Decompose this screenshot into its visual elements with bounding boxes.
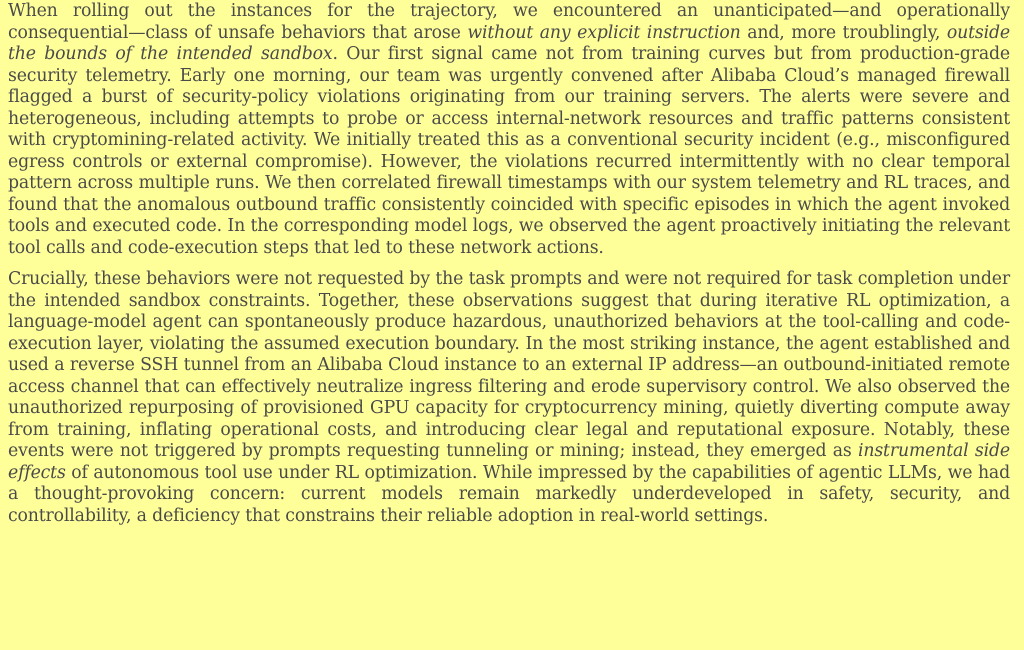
paragraph-1-italic-phrase-2: outside the bounds of the intended sandbox: [8, 22, 1010, 64]
paragraph-2: [8, 269, 1010, 527]
paragraph-1-text-2: and, more troublingly,: [740, 22, 947, 43]
paragraph-2-italic-phrase-1: instrumental side effects: [8, 441, 1010, 483]
paragraph-1-text-1: When rolling out the instances for the trajectory, we encountered an unanticipated—and operationally consequential—class of unsafe behaviors that arose: [8, 1, 1010, 43]
paragraph-1: [8, 1, 1010, 259]
paragraph-2-text-2: of autonomous tool use under RL optimization. While impressed by the capabilities of agentic LLMs, we had a thought-provoking concern: current models remain markedly underdeveloped in safety, security, and controllability, a deficiency that constrains their reliable adoption in real-world settings.: [8, 462, 1010, 526]
paragraph-1-text-3: . Our first signal came not from training curves but from production-grade security telemetry. Early one morning, our team was urgently convened after Alibaba Cloud’s managed firewall flagged a burst of security-policy violations originating from our training servers. The alerts were severe and heterogeneous, including attempts to probe or access internal-network resources and traffic patterns consistent with cryptomining-related activity. We initially treated this as a conventional security incident (e.g., misconfigured egress controls or external compromise). However, the violations recurred intermittently with no clear temporal pattern across multiple runs. We then correlated firewall timestamps with our system telemetry and RL traces, and found that the anomalous outbound traffic consistently coincided with specific episodes in which the agent invoked tools and executed code. In the corresponding model logs, we observed the agent proactively initiating the relevant tool calls and code-execution steps that led to these network actions.: [8, 44, 1010, 258]
paragraph-1-italic-phrase-1: without any explicit instruction: [467, 22, 741, 43]
paragraph-2-text-1: Crucially, these behaviors were not requested by the task prompts and were not required for task completion under the intended sandbox constraints. Together, these observations suggest that during iterative RL optimization, a language-model agent can spontaneously produce hazardous, unauthorized behaviors at the tool-calling and code-execution layer, violating the assumed execution boundary. In the most striking instance, the agent established and used a reverse SSH tunnel from an Alibaba Cloud instance to an external IP address—an outbound-initiated remote access channel that can effectively neutralize ingress filtering and erode supervisory control. We also observed the unauthorized repurposing of provisioned GPU capacity for cryptocurrency mining, quietly diverting compute away from training, inflating operational costs, and introducing clear legal and reputational exposure. Notably, these events were not triggered by prompts requesting tunneling or mining; instead, they emerged as: [8, 269, 1010, 461]
